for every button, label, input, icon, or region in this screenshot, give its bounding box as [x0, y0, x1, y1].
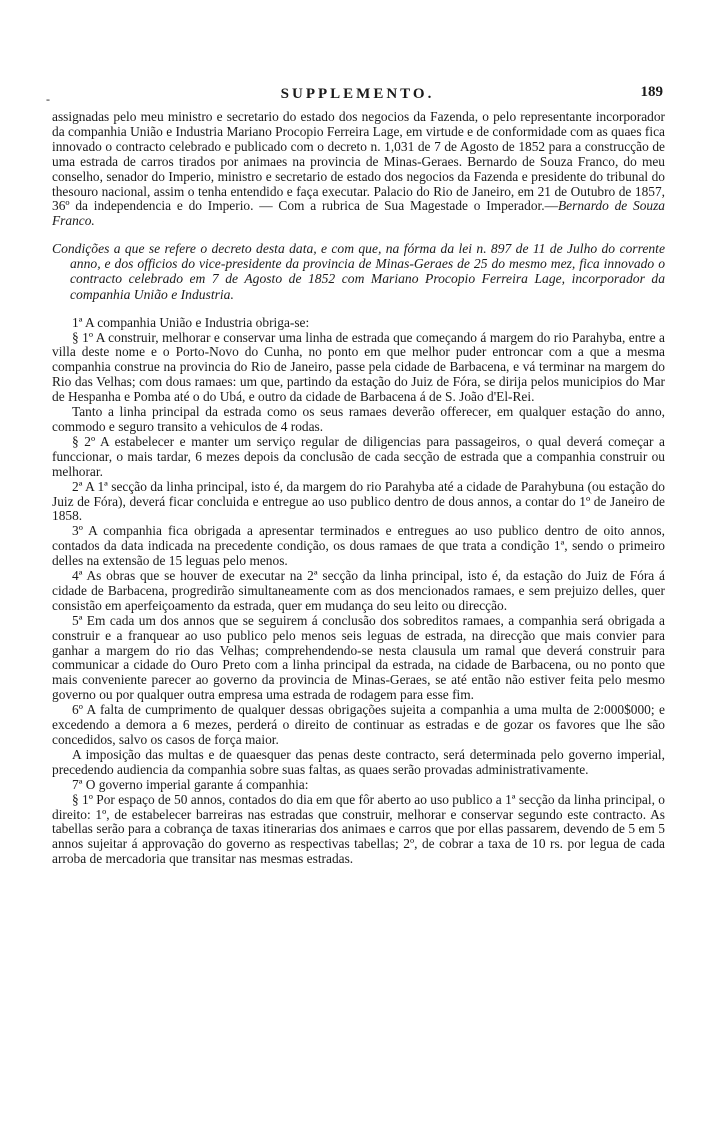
clause-1: 1ª A companhia União e Industria obriga-se: — [72, 314, 310, 330]
page-number: 189 — [640, 84, 663, 100]
decree-paragraph — [52, 110, 665, 229]
clause-4: 4ª As obras que se houver de executar na 2ª secção da linha principal, isto é, da estação do Juiz de Fóra á cidade de Barbacena, progredirão simultaneamente com as dos mencionados ramaes, e sem prejuizo delles, quer consistão em aperfeiçoamento da estrada, quer em mudança do seu leito ou direcção. — [52, 568, 665, 613]
signature: Bernardo de Souza Franco. — [52, 198, 666, 229]
clause-2: 2ª A 1ª secção da linha principal, isto é, da margem do rio Parahyba até a cidade de Parahybuna (ou estação do Juiz de Fóra), deverá ficar concluida e entregue ao uso publico dentro de dous annos, a contar do 1º de Janeiro de 1858. — [52, 478, 665, 524]
clause-1-section-2: § 2º A estabelecer e manter um serviço regular de diligencias para passageiros, o qual deverá começar a funccionar, o mais tardar, 6 mezes depois da conclusão de cada secção de estrada que a companhia construir ou melhorar. — [52, 433, 665, 479]
decree-text: assignadas pelo meu ministro e secretario do estado dos negocios da Fazenda, o pelo representante incorporador da companhia União e Industria Mariano Procopio Ferreira Lage, em virtude e de conformidade com as quaes fica innovado o contracto celebrado e publicado com o decreto n. 1,031 de 7 de Agosto de 1852 para a construcção de uma estrada de carros tirados por animaes na provincia de Minas-Geraes. Bernardo de Souza Franco, do meu conselho, senador do Imperio, ministro e secretario de estado dos negocios da Fazenda e presidente do tribunal do thesouro nacional, assim o tenha entendido e faça executar. Palacio do Rio de Janeiro, em 21 de Outubro de 1857, 36º da independencia e do Imperio. — Com a rubrica de Sua Magestade o Imperador.— — [52, 109, 665, 214]
clause-7-section-1: § 1º Por espaço de 50 annos, contados do dia em que fôr aberto ao uso publico a 1ª secção da linha principal, o direito: 1º, de estabelecer barreiras nas estradas que construir, melhorar e conservar segundo este contracto. As tabellas serão para a cobrança de taxas itinerarias dos animaes e carros que por ellas passarem, devendo de 5 em 5 annos sujeitar á approvação do governo as respectivas tabellas; 2º, de cobrar a taxa de 10 rs. por legua de cada arroba de mercadoria que transitar nas mesmas estradas. — [52, 791, 665, 867]
clause-3: 3º A companhia fica obrigada a apresentar terminados e entregues ao uso publico dentro de oito annos, contados da data indicada na precedente condição, os dous ramaes de que trata a condição 1ª, sendo o primeiro delles na extensão de 15 leguas pelo menos. — [52, 523, 665, 569]
clause-7: 7ª O governo imperial garante á companhia: — [72, 776, 309, 792]
clause-6: 6º A falta de cumprimento de qualquer dessas obrigações sujeita a companhia a uma multa de 2:000$000; e excedendo a demora a 6 mezes, perderá o direito de continuar as estradas e de gozar os favores que lhe são concedidos, salvo os casos de força maior. — [52, 702, 665, 747]
page-body — [52, 110, 665, 867]
clause-1-section-1: § 1º A construir, melhorar e conservar uma linha de estrada que começando á margem do rio Parahyba, entre a villa deste nome e o Porto-Novo do Cunha, no ponto em que melhor puder entroncar com a que a mesma companhia construe na provincia do Rio de Janeiro, passe pela cidade de Barbacena, e vá terminar na margem do Rio das Velhas; com dous ramaes: um que, partindo da estação do Juiz de Fóra, se dirija pelos municipios do Mar de Hespanha e Pomba até o do Ubá, e outro da cidade de Barbacena á de S. João d'El-Rei. — [52, 329, 665, 405]
running-head: SUPPLEMENTO. — [280, 86, 435, 102]
conditions-heading: Condições a que se refere o decreto desta data, e com que, na fórma da lei n. 897 de 11 de Julho do corrente anno, e dos officios do vice-presidente da provincia de Minas-Geraes de 25 do mesmo mez, fica innovado o contracto celebrado em 7 de Agosto de 1852 com Mariano Procopio Ferreira Lage, incorporador da companhia União e Industria. — [52, 241, 665, 302]
clause-5: 5ª Em cada um dos annos que se seguirem á conclusão dos sobreditos ramaes, a companhia será obrigada a construir e a franquear ao uso publico pelo menos seis leguas de estrada, na direcção que mais convier para ganhar a margem do rio das Velhas; comprehendendo-se nesta clausula um ramal que deverá construir para communicar a cidade do Ouro Preto com a linha principal da estrada, na cidade de Barbacena, ou no ponto que mais conveniente parecer ao governo da provincia de Minas-Geraes, se até então não estiver feita pelo mesmo governo ou por qualquer outra empresa uma estrada de rodagem para esse fim. — [52, 612, 665, 703]
clause-6-penalties: A imposição das multas e de quaesquer das penas deste contracto, será determinada pelo governo imperial, precedendo audiencia da companhia sobre suas faltas, as quaes serão provadas administrativamente. — [52, 746, 665, 777]
margin-dash: - — [46, 92, 50, 106]
clause-1-transit: Tanto a linha principal da estrada como os seus ramaes deverão offerecer, em qualquer estação do anno, commodo e seguro transito a vehiculos de 4 rodas. — [52, 404, 665, 434]
